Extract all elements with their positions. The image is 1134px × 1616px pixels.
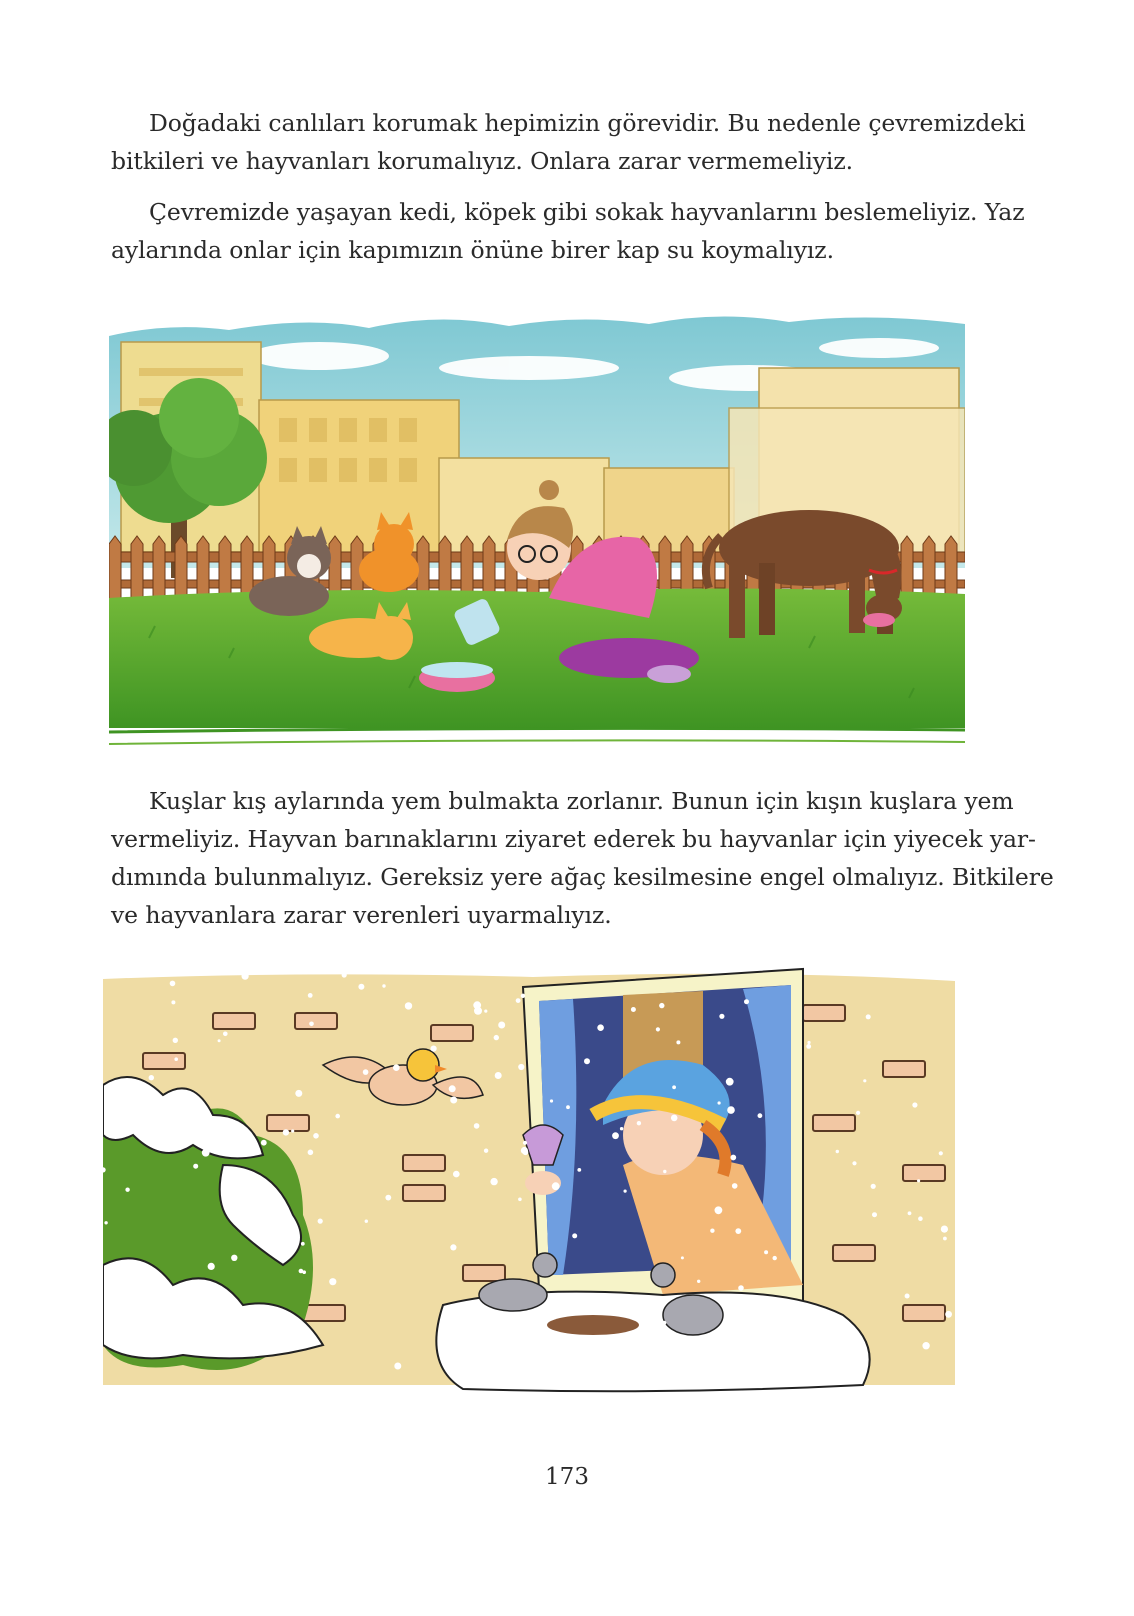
snowflake [773,1256,777,1260]
snowflake [671,1115,678,1122]
snowflake [193,1164,198,1169]
snowflake [516,998,521,1003]
snowflake [735,1228,741,1234]
snowflake [577,1168,581,1172]
snowflake [335,1114,340,1119]
snowflake [836,1150,839,1153]
text-line: Çevremizde yaşayan kedi, köpek gibi sokak hayvanlarını beslemeliyiz. Yaz [149,198,1025,226]
snowflake [612,1132,619,1139]
snowflake [484,1149,488,1153]
snowflake [144,1120,149,1125]
snowflake [235,1340,241,1346]
text-line: Kuşlar kış aylarında yem bulmakta zorlanır. Bunun için kışın kuşlara yem [149,787,1014,815]
text-line: aylarında onlar için kapımızın önüne birer kap su koymalıyız. [111,236,834,264]
fence-post [219,536,231,600]
snowflake [732,1183,738,1189]
snowflake [624,1190,627,1193]
fence-post [483,536,495,600]
snowflake [807,1310,811,1314]
snowflake [106,1116,112,1122]
snowflake [866,1014,871,1019]
snowflake [202,1331,208,1337]
snowflake [662,1321,666,1325]
snowflake [363,1069,369,1075]
snowflake [659,1003,664,1008]
snowflake [863,1079,866,1082]
snowflake [945,1311,952,1318]
snowflake [342,972,347,977]
snowflake [738,1285,744,1291]
snowflake [308,1150,314,1156]
snowflake [489,1358,496,1365]
snowflake [741,1342,746,1347]
snowflake [167,1324,173,1330]
snowflake [484,1010,487,1013]
snowflake [450,1097,457,1104]
paragraph-protect-nature [111,104,1026,180]
snowflake [584,1058,590,1064]
snowflake [108,1275,113,1280]
snowflake [309,1022,314,1027]
snowflake [550,1099,553,1102]
snowflake [769,1338,775,1344]
snowflake [917,1179,920,1182]
snowflake [620,1127,623,1130]
snowflake [202,1149,210,1157]
snowflake [174,1057,178,1061]
snowflake [197,1105,201,1109]
snowflake [218,1039,221,1042]
snowflake [474,1123,480,1129]
snowflake [852,1161,856,1165]
text-line: vermeliyiz. Hayvan barınaklarını ziyaret ederek bu hayvanlar için yiyecek yar- [111,825,1036,853]
text-line: dımında bulunmalıyız. Gereksiz yere ağaç kesilmesine engel olmalıyız. Bitkilere [111,863,1054,891]
snowflake [142,1347,150,1355]
snowflake [727,1106,735,1114]
snowflake [169,1343,173,1347]
snowflake [313,1133,319,1139]
fence-post [109,536,121,600]
snowflake [523,1149,529,1155]
snowflake [173,1038,178,1043]
fence-post [945,536,957,600]
snowflake [299,1269,304,1274]
snowflake [518,1064,524,1070]
snowflake [170,981,176,987]
snowflake [637,1121,641,1125]
snowflake [719,1014,724,1019]
snowflake [115,1287,120,1292]
snowflake [208,1263,215,1270]
page-number: 173 [545,1464,589,1490]
fence-post [923,536,935,600]
snowflake [205,1128,212,1135]
snowflake [676,1040,680,1044]
paragraph-feed-birds-in-winter [111,782,1054,934]
snowflake [494,1035,499,1040]
illustration-girl-feeding-cats-and-dog [109,308,965,752]
snowflake [318,1219,323,1224]
snowflake [518,1198,522,1202]
snowflake [175,1095,180,1100]
snowflake [681,1256,684,1259]
snowflake [295,1090,302,1097]
snowflake [301,1242,305,1246]
snowflake [283,1129,289,1135]
snowflake [121,1102,126,1107]
snowflake [523,1141,527,1145]
snowflake [393,1064,400,1071]
fence-post [131,536,143,600]
snowflake [656,1027,660,1031]
snowflake [495,1072,502,1079]
snowflake [697,1280,700,1283]
snowflake [261,1140,267,1146]
snowflake [715,1206,723,1214]
snowflake [908,1211,912,1215]
snowflake [918,1216,923,1221]
snowflake [385,1195,391,1201]
text-line: ve hayvanlara zarar verenleri uyarmalıyız. [111,901,612,929]
snowflake [394,1363,401,1370]
snowflake [365,1220,368,1223]
snowflake [764,1250,768,1254]
snowflake [231,1255,237,1261]
snowflake [291,1129,294,1132]
snowflake [552,1182,560,1190]
snowflake [871,1184,876,1189]
snowflake [473,1001,481,1009]
snowflake [477,1325,484,1332]
fence-post [901,536,913,600]
snowflake [669,1356,676,1363]
snowflake [672,1085,676,1089]
snowflake [431,1046,437,1052]
snowflake [453,1171,460,1178]
fence-post [461,536,473,600]
snowflake [730,1155,736,1161]
paragraph-feed-street-animals [111,193,1025,269]
snowflake [177,1114,180,1117]
snowflake [806,1044,811,1049]
snowflake [941,1226,948,1233]
snowflake [223,1032,228,1037]
snowflake [856,1111,860,1115]
snowflake [572,1233,577,1238]
snowflake [405,1002,412,1009]
snowflake [710,1229,714,1233]
snowflake [807,1041,810,1044]
text-line: Doğadaki canlıları korumak hepimizin görevidir. Bu nedenle çevremizdeki [149,109,1026,137]
snowflake [631,1007,636,1012]
illustration-child-feeding-birds-winter [103,965,963,1411]
snowflake [358,984,364,990]
fence-post [175,536,187,600]
snowflake [718,1101,721,1104]
snowflake [597,1024,604,1031]
snowflake [758,1113,763,1118]
snowflake [449,1085,456,1092]
snowflake [744,999,749,1004]
snowflake [943,1237,947,1241]
snowflake [455,1330,461,1336]
snowflake [149,1075,154,1080]
fence-post [153,536,165,600]
snowflake [498,1022,505,1029]
snowflake [524,1334,530,1340]
snowflake [308,993,313,998]
snowflake [220,1122,228,1130]
snowflake [104,1221,107,1224]
snowflake [382,984,385,987]
snowflake [663,1170,666,1173]
snowflake [450,1244,456,1250]
snowflake [872,1212,877,1217]
snowflake [854,1352,859,1357]
snowflake [329,1278,336,1285]
snowflake [905,1294,910,1299]
snowflake [586,1339,589,1342]
fence-post [197,536,209,600]
snowflake [493,1320,497,1324]
snowflake [490,1178,497,1185]
snowflake [726,1078,734,1086]
snowflake [171,1000,175,1004]
text-line: bitkileri ve hayvanları korumalıyız. Onlara zarar vermemeliyiz. [111,147,853,175]
snowflake [242,973,249,980]
snowflake [521,994,525,998]
snowflake [939,1151,943,1155]
snowflake [912,1102,917,1107]
snowflake [125,1188,129,1192]
snowflake [922,1342,929,1349]
snowflake [566,1105,570,1109]
